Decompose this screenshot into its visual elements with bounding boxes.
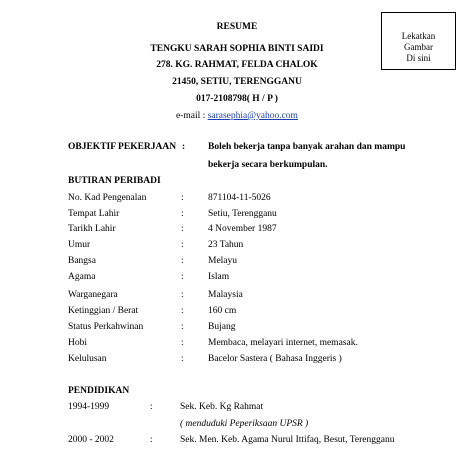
detail-colon: : — [181, 290, 184, 300]
education-school: Sek. Keb. Kg Rahmat — [180, 402, 264, 412]
detail-value: Bacelor Sastera ( Bahasa Inggeris ) — [208, 354, 342, 364]
detail-colon: : — [181, 338, 184, 348]
objective-colon: : — [182, 142, 186, 152]
detail-colon: : — [181, 256, 184, 266]
detail-colon: : — [181, 306, 184, 316]
education-heading: PENDIDIKAN — [68, 386, 130, 396]
education-colon: : — [150, 402, 153, 412]
education-note: ( menduduki Peperiksaan UPSR ) — [180, 419, 309, 429]
detail-label: Ketinggian / Berat — [68, 306, 139, 316]
education-years: 2000 - 2002 — [68, 435, 114, 445]
objective-label: OBJEKTIF PEKERJAAN — [68, 142, 177, 152]
detail-colon: : — [181, 224, 184, 234]
detail-colon: : — [181, 272, 184, 282]
detail-label: Bangsa — [68, 256, 96, 266]
education-years: 1994-1999 — [68, 402, 110, 412]
detail-value: Membaca, melayari internet, memasak. — [208, 338, 358, 348]
detail-value: 4 November 1987 — [208, 224, 277, 234]
personal-details-heading: BUTIRAN PERIBADI — [68, 176, 161, 186]
photo-box-line-1: Lekatkan — [401, 31, 436, 41]
detail-value: 160 cm — [208, 306, 237, 316]
photo-box-line-2: Gambar — [404, 42, 433, 52]
detail-colon: : — [181, 354, 184, 364]
detail-label: Status Perkahwinan — [68, 322, 144, 332]
detail-value: Setiu, Terengganu — [208, 209, 277, 219]
detail-label: Tempat Lahir — [68, 209, 120, 219]
detail-label: Tarikh Lahir — [68, 224, 116, 234]
full-name: TENGKU SARAH SOPHIA BINTI SAIDI — [150, 44, 324, 54]
detail-value: 871104-11-5026 — [208, 193, 271, 203]
detail-label: Warganegara — [68, 290, 118, 300]
detail-colon: : — [181, 322, 184, 332]
detail-colon: : — [181, 209, 184, 219]
address-line-1: 278. KG. RAHMAT, FELDA CHALOK — [156, 60, 318, 70]
detail-value: Melayu — [208, 256, 238, 266]
phone-number: 017-2108798( H / P ) — [196, 94, 278, 104]
detail-label: Hobi — [68, 338, 87, 348]
address-line-2: 21450, SETIU, TERENGGANU — [172, 77, 302, 87]
email-label: e-mail : — [176, 111, 208, 121]
detail-value: Islam — [208, 272, 230, 282]
objective-text-line-1: Boleh bekerja tanpa banyak arahan dan mampu — [208, 142, 406, 152]
education-school: Sek. Men. Keb. Agama Nurul Ittifaq, Besut, Terengganu — [180, 435, 395, 445]
detail-label: Kelulusan — [68, 354, 107, 364]
detail-value: 23 Tahun — [208, 240, 244, 250]
detail-label: No. Kad Pengenalan — [68, 193, 147, 203]
resume-title: RESUME — [216, 22, 258, 32]
detail-colon: : — [181, 193, 184, 203]
photo-placeholder-box — [381, 12, 456, 70]
detail-value: Malaysia — [208, 290, 243, 300]
photo-box-line-3: Di sini — [406, 53, 431, 63]
detail-label: Umur — [68, 240, 91, 250]
detail-label: Agama — [68, 272, 96, 282]
detail-value: Bujang — [208, 322, 236, 332]
objective-text-line-2: bekerja secara berkumpulan. — [208, 160, 328, 170]
education-colon: : — [150, 435, 153, 445]
email-line — [0, 111, 474, 121]
email-link[interactable]: sarasephia@yahoo.com — [207, 111, 298, 121]
detail-colon: : — [181, 240, 184, 250]
